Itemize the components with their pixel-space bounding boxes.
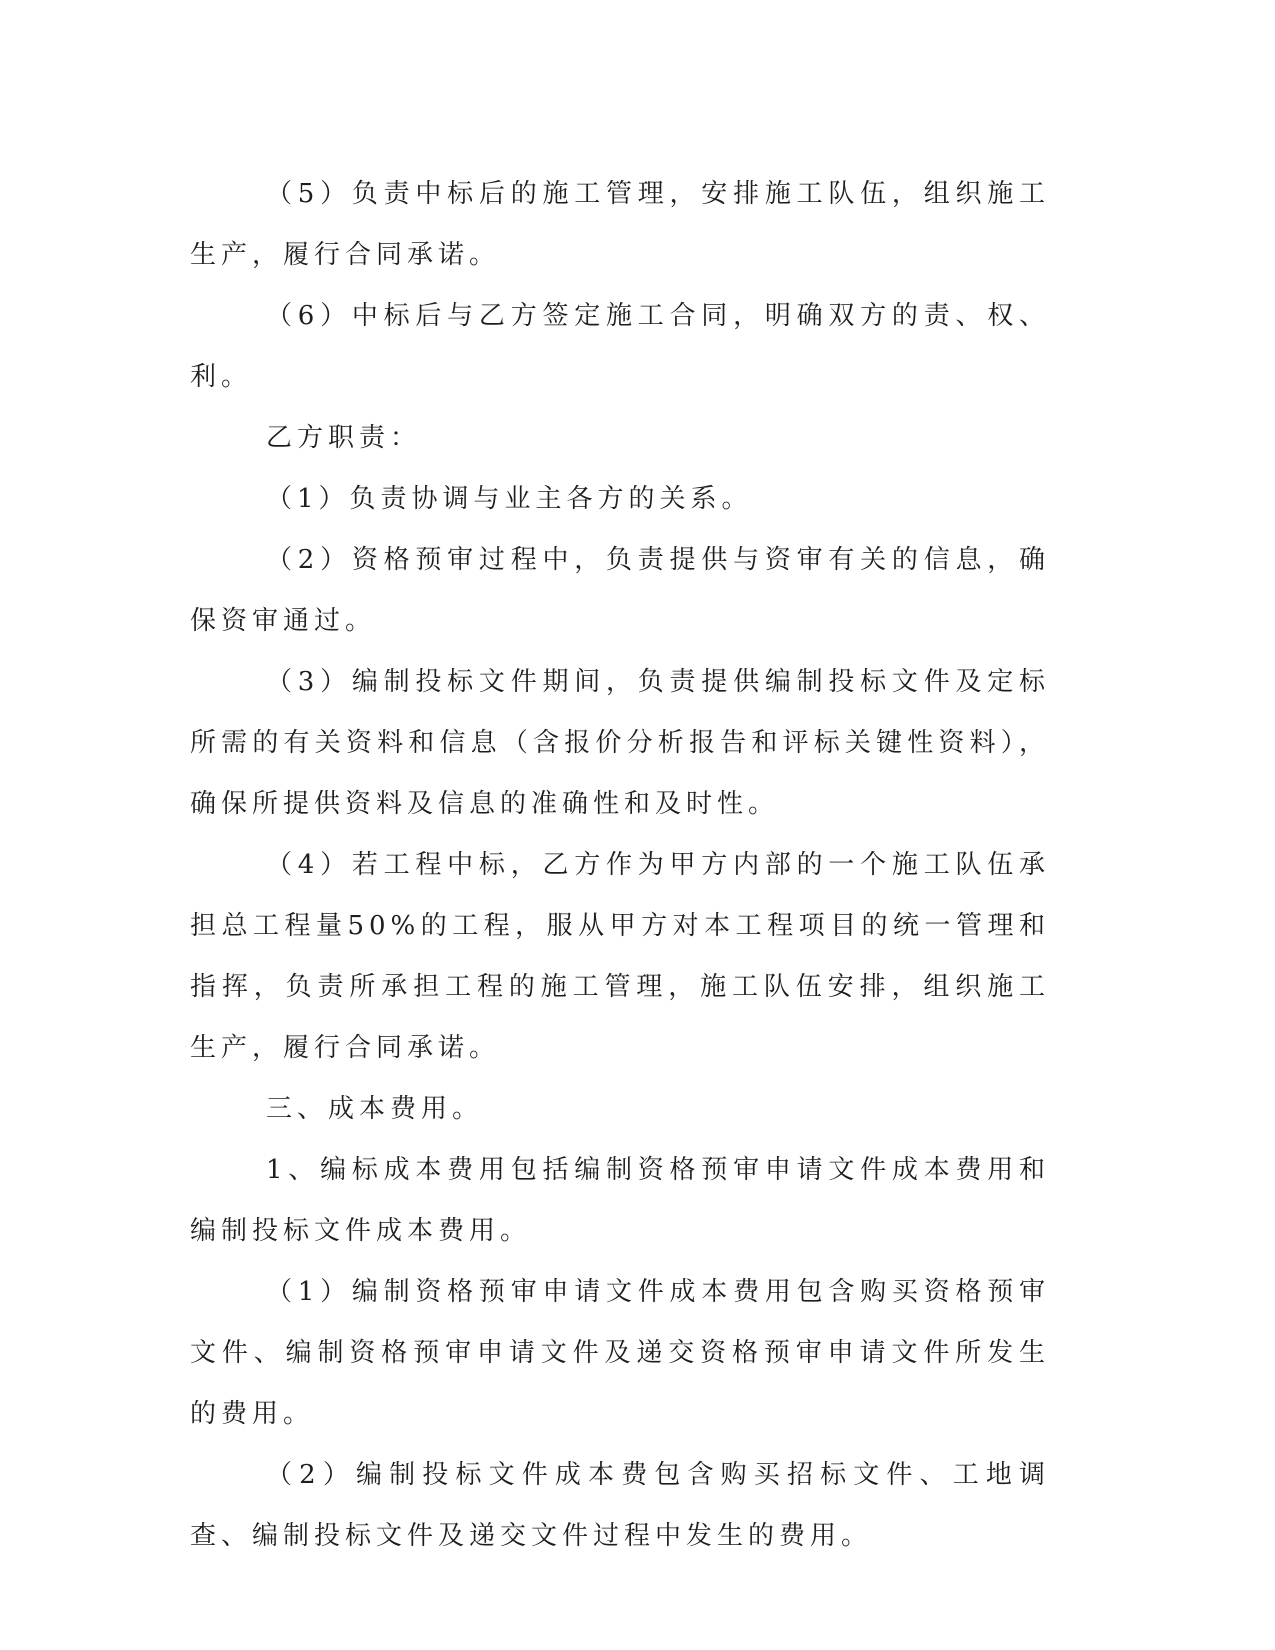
paragraph: （4）若工程中标，乙方作为甲方内部的一个施工队伍承担总工程量50%的工程，服从甲方对本工程项目的统一管理和指挥，负责所承担工程的施工管理，施工队伍安排，组织施工生产，履行合同承诺。	[190, 850, 1050, 1063]
paragraph: （2）资格预审过程中，负责提供与资审有关的信息，确保资审通过。	[190, 545, 1050, 636]
paragraph: （6）中标后与乙方签定施工合同，明确双方的责、权、利。	[190, 301, 1050, 392]
paragraph: （5）负责中标后的施工管理，安排施工队伍，组织施工生产，履行合同承诺。	[190, 179, 1050, 270]
paragraph: （2）编制投标文件成本费包含购买招标文件、工地调查、编制投标文件及递交文件过程中发生的费用。	[190, 1460, 1050, 1551]
section-heading: 乙方职责：	[266, 423, 422, 453]
paragraph: （1）负责协调与业主各方的关系。	[266, 484, 753, 514]
paragraph: （3）编制投标文件期间，负责提供编制投标文件及定标所需的有关资料和信息（含报价分析报告和评标关键性资料），确保所提供资料及信息的准确性和及时性。	[190, 667, 1050, 819]
document-body	[190, 164, 1050, 1567]
paragraph: （1）编制资格预审申请文件成本费用包含购买资格预审文件、编制资格预审申请文件及递交资格预审申请文件所发生的费用。	[190, 1277, 1050, 1429]
paragraph: 1、编标成本费用包括编制资格预审申请文件成本费用和编制投标文件成本费用。	[190, 1155, 1050, 1246]
section-heading: 三、成本费用。	[266, 1094, 484, 1124]
